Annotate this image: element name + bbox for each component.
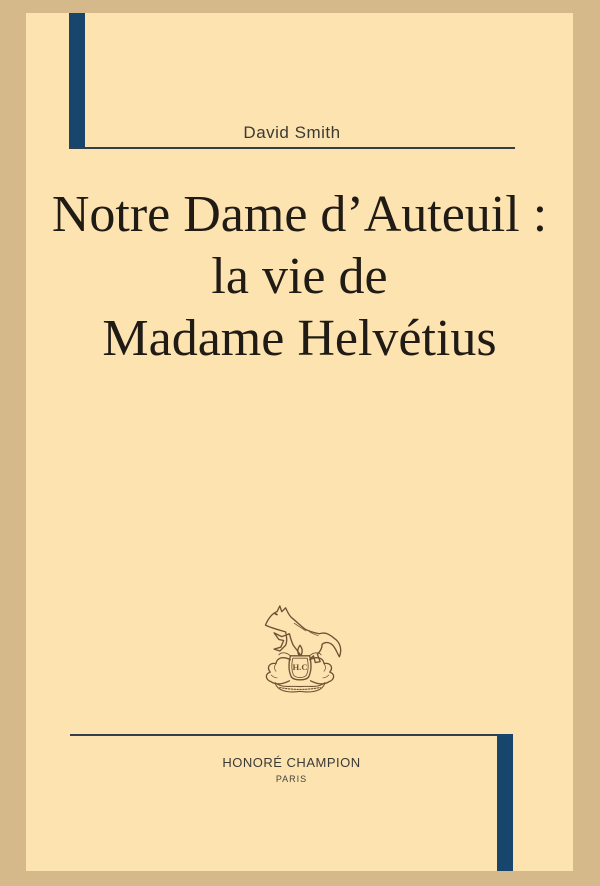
book-cover <box>26 13 573 871</box>
publisher-block <box>70 755 513 785</box>
book-title-line-2: la vie de <box>211 248 388 305</box>
publisher-emblem <box>252 601 348 703</box>
rearing-horse-emblem-icon <box>252 601 348 703</box>
book-title <box>26 184 573 370</box>
author-name: David Smith <box>243 123 341 142</box>
author-rule-line <box>69 147 515 149</box>
publisher-rule-line <box>70 734 513 736</box>
publisher-name: HONORÉ CHAMPION <box>222 755 361 770</box>
emblem-monogram: H.C <box>291 662 308 673</box>
book-title-line-1: Notre Dame d’Auteuil : <box>51 186 548 243</box>
publisher-city: PARIS <box>275 774 308 784</box>
book-title-line-3: Madame Helvétius <box>102 310 497 367</box>
author-block <box>69 123 515 143</box>
